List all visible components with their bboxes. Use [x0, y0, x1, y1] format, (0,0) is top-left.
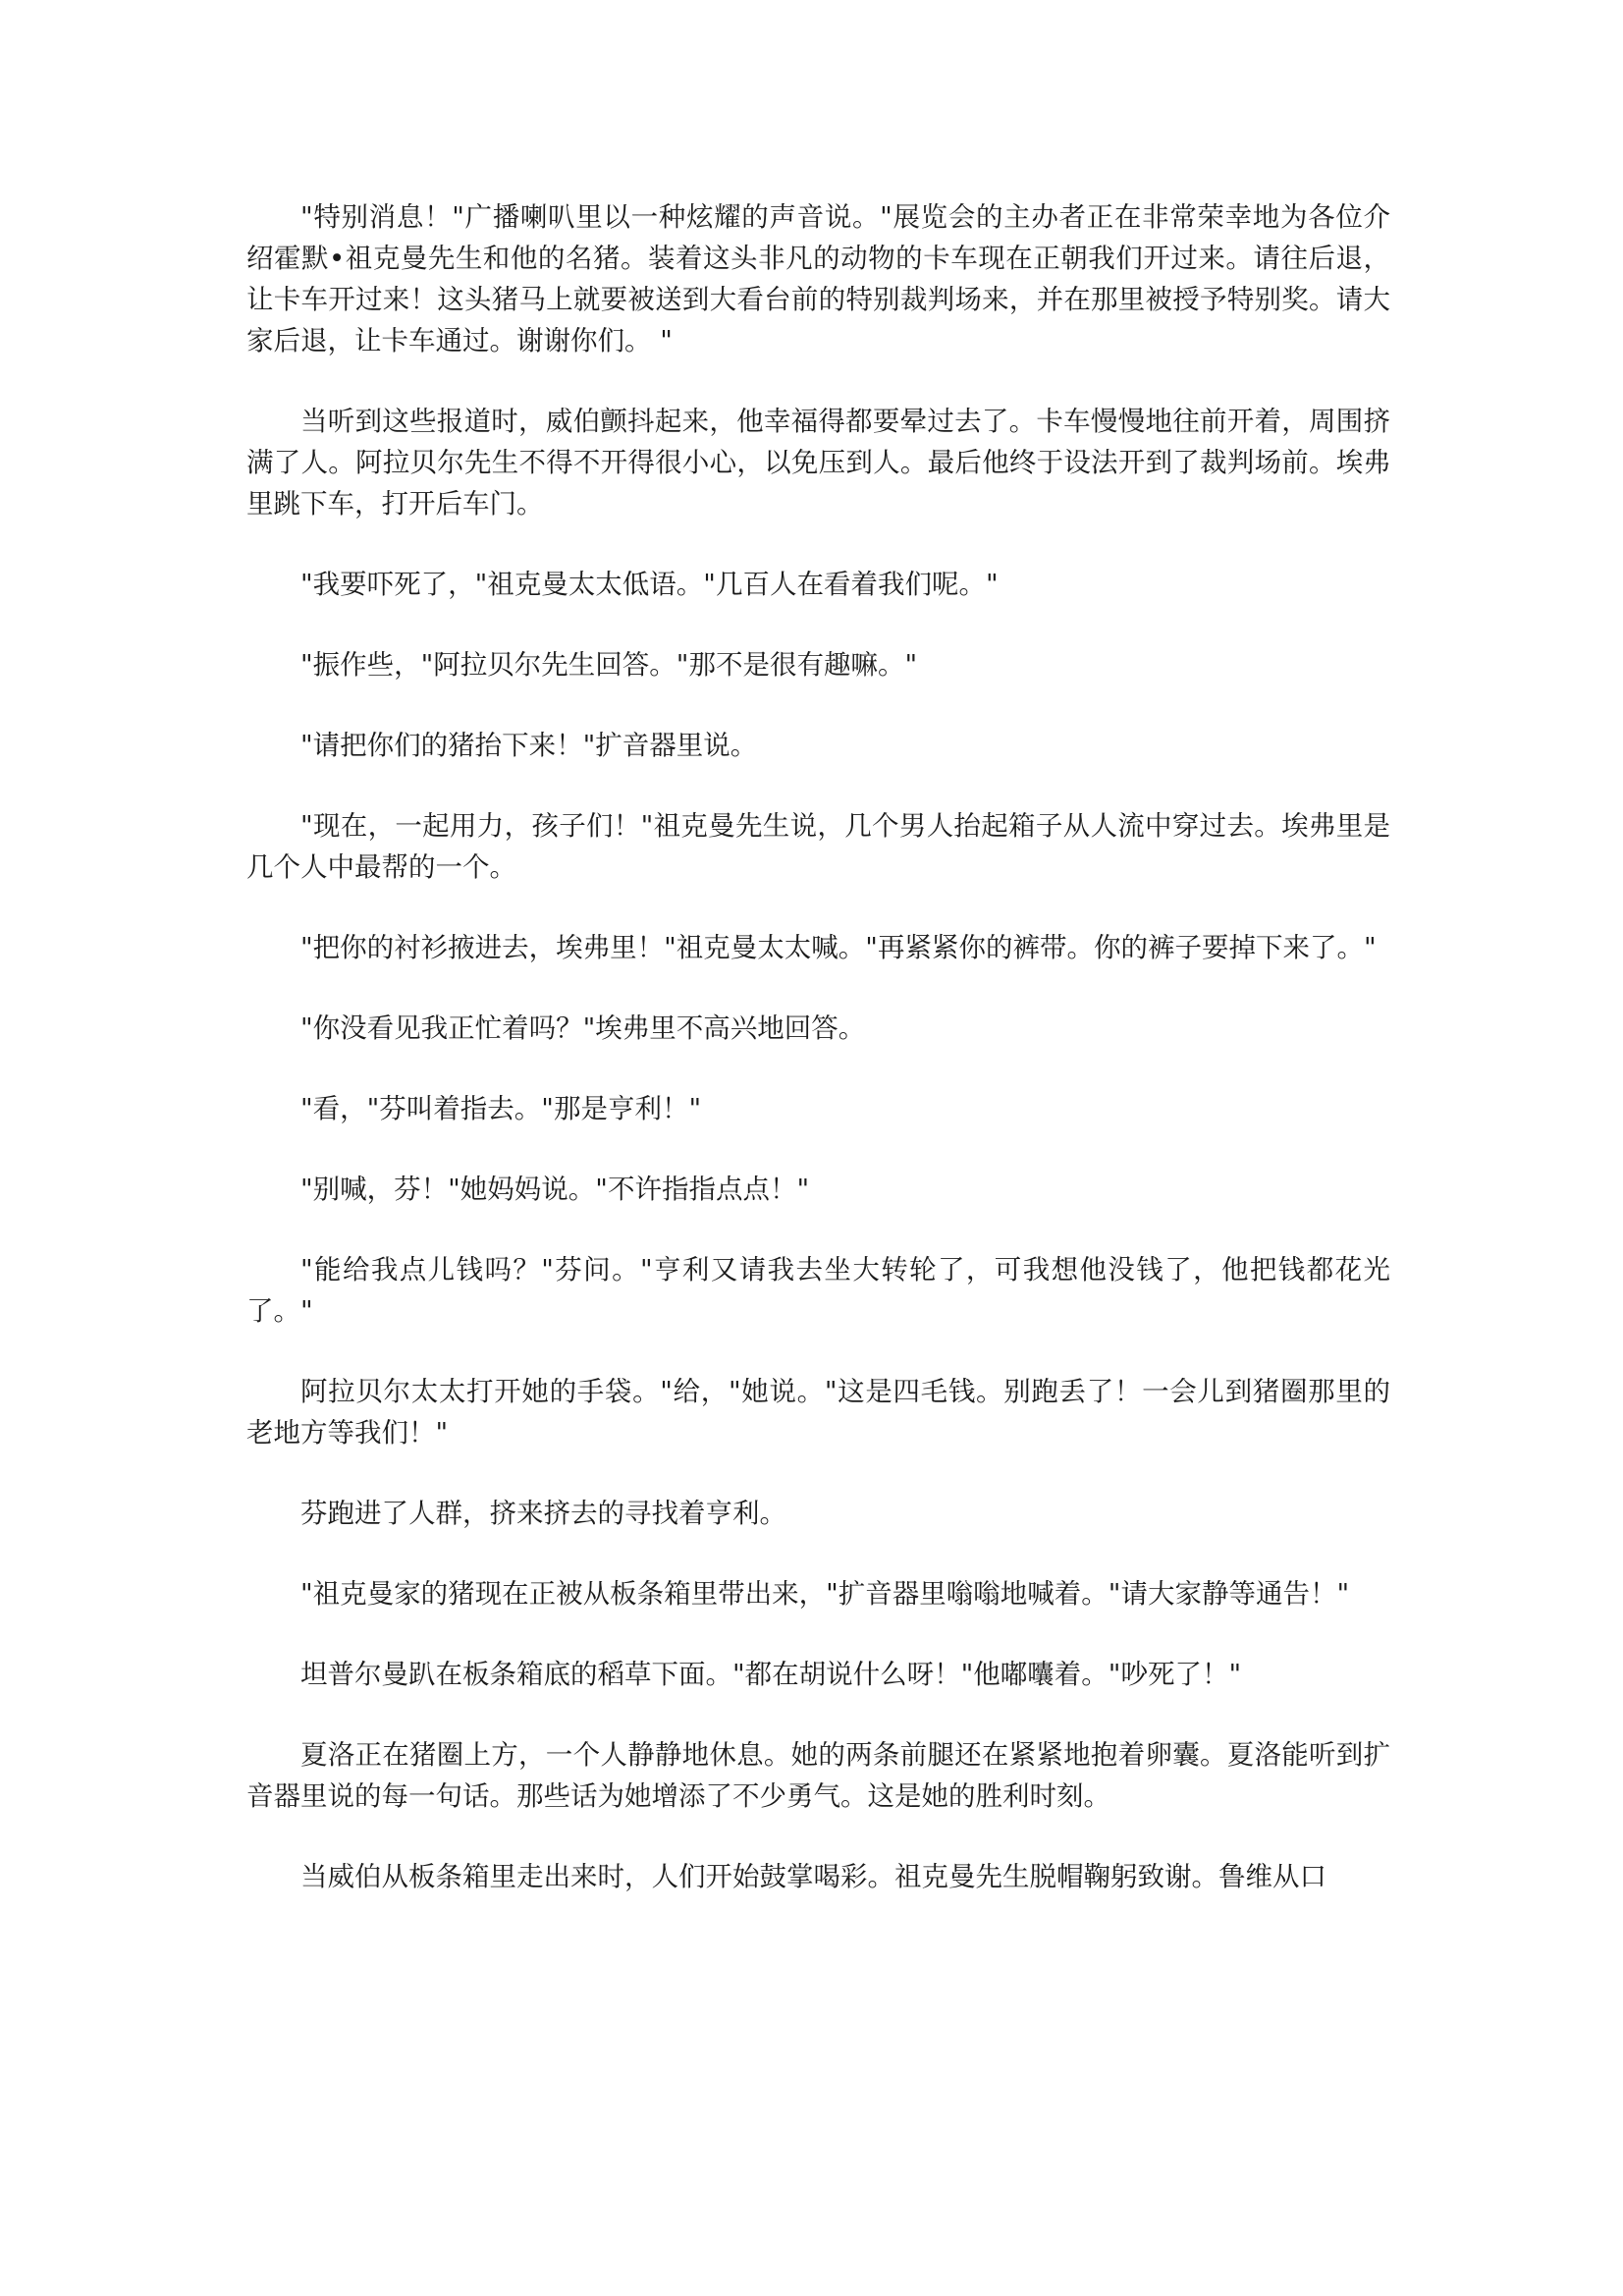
paragraph-15: 坦普尔曼趴在板条箱底的稻草下面。"都在胡说什么呀！"他嘟囔着。"吵死了！" — [300, 1659, 1242, 1690]
paragraph-6: "现在，一起用力，孩子们！"祖克曼先生说，几个男人抬起箱子从人流中穿过去。埃弗里是几个人中最帮的一个。 — [246, 810, 1390, 883]
paragraph-11: "能给我点儿钱吗？"芬问。"亨利又请我去坐大转轮了，可我想他没钱了，他把钱都花光了。" — [246, 1254, 1390, 1327]
paragraph-16: 夏洛正在猪圈上方，一个人静静地休息。她的两条前腿还在紧紧地抱着卵囊。夏洛能听到扩音器里说的每一句话。那些话为她增添了不少勇气。这是她的胜利时刻。 — [246, 1739, 1390, 1812]
paragraph-12: 阿拉贝尔太太打开她的手袋。"给，"她说。"这是四毛钱。别跑丢了！一会儿到猪圈那里的老地方等我们！" — [246, 1376, 1390, 1449]
paragraph-8: "你没看见我正忙着吗？"埃弗里不高兴地回答。 — [300, 1012, 866, 1044]
paragraph-17: 当威伯从板条箱里走出来时，人们开始鼓掌喝彩。祖克曼先生脱帽鞠躬致谢。鲁维从口 — [300, 1861, 1326, 1892]
paragraph-1: "特别消息！"广播喇叭里以一种炫耀的声音说。"展览会的主办者正在非常荣幸地为各位介绍霍默•祖克曼先生和他的名猪。装着这头非凡的动物的卡车现在正朝我们开过来。请往后退，让卡车开过来！这头猪马上就要被送到大看台前的特别裁判场来，并在那里被授予特别奖。请大家后退，让卡车通过。谢谢你们。 " — [246, 201, 1390, 356]
paragraph-2: 当听到这些报道时，威伯颤抖起来，他幸福得都要晕过去了。卡车慢慢地往前开着，周围挤满了人。阿拉贝尔先生不得不开得很小心，以免压到人。最后他终于设法开到了裁判场前。埃弗里跳下车，打开后车门。 — [246, 406, 1390, 519]
paragraph-9: "看，"芬叫着指去。"那是亨利！" — [300, 1093, 702, 1124]
paragraph-5: "请把你们的猪抬下来！"扩音器里说。 — [300, 730, 758, 761]
paragraph-10: "别喊，芬！"她妈妈说。"不许指指点点！" — [300, 1174, 810, 1205]
paragraph-7: "把你的衬衫掖进去，埃弗里！"祖克曼太太喊。"再紧紧你的裤带。你的裤子要掉下来了。" — [300, 932, 1377, 963]
paragraph-13: 芬跑进了人群，挤来挤去的寻找着亨利。 — [300, 1498, 786, 1529]
paragraph-14: "祖克曼家的猪现在正被从板条箱里带出来，"扩音器里嗡嗡地喊着。"请大家静等通告！" — [300, 1578, 1350, 1610]
paragraph-4: "振作些，"阿拉贝尔先生回答。"那不是很有趣嘛。" — [300, 649, 918, 681]
story-text — [246, 196, 1390, 1937]
paragraph-3: "我要吓死了，"祖克曼太太低语。"几百人在看着我们呢。" — [300, 569, 999, 600]
